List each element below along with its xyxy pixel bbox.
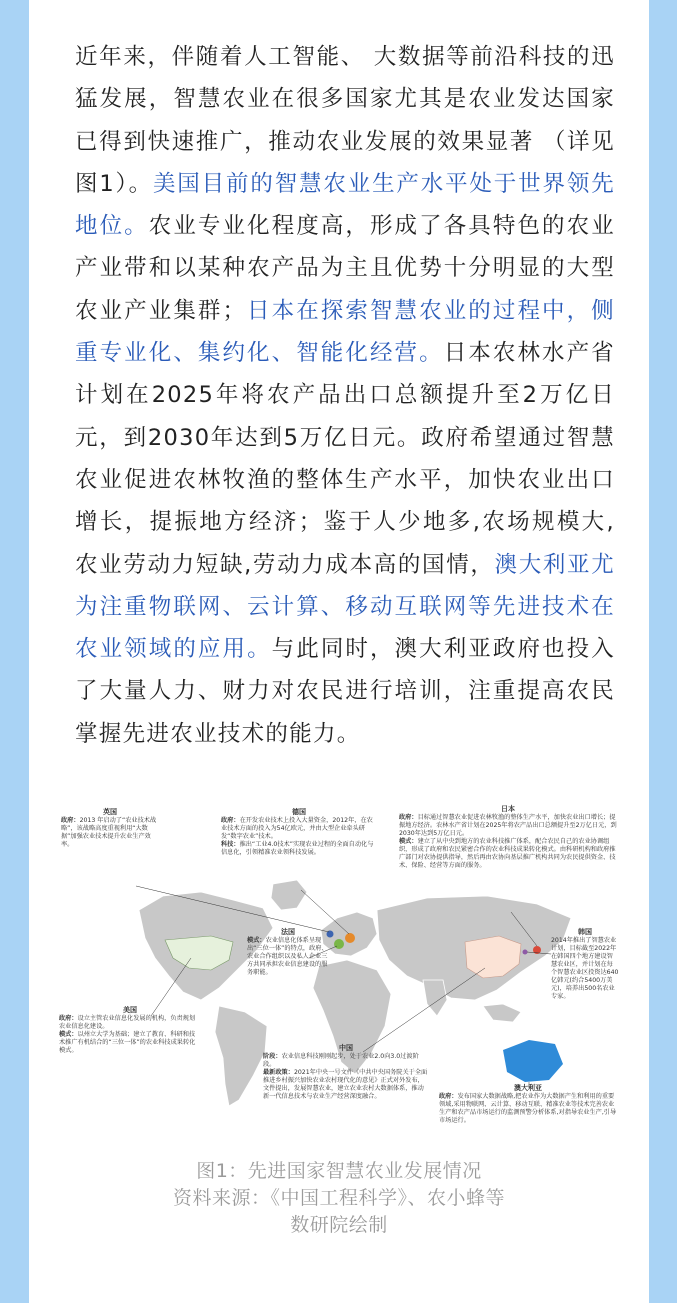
note-uk-title: 英国 bbox=[103, 808, 117, 816]
south-america-shape bbox=[215, 1006, 267, 1106]
note-jp-label-1: 政府： bbox=[399, 814, 418, 821]
note-japan bbox=[399, 805, 617, 870]
highlight-australia: 澳大利亚尤为注重物联网、云计算、移动互联网等先进技术在农业领域的应用。 bbox=[75, 551, 615, 663]
article-body bbox=[75, 36, 615, 755]
note-au-text-1: 发布国家大数据战略,把农业作为大数据产生和利用的重要领域,采用物联网、云计算、移动互联、精准农业等技术完善农业生产和农产品市场运行的监测预警分析体系,对指导农业生产,引导市场运行。 bbox=[439, 1093, 617, 1124]
note-uk-label-1: 政府： bbox=[61, 817, 80, 824]
figure-caption bbox=[29, 1158, 649, 1239]
note-cn-label-1: 阶段： bbox=[263, 1053, 282, 1060]
france-region bbox=[334, 939, 344, 949]
germany-region bbox=[345, 933, 355, 943]
southeast-asia-shape bbox=[483, 1004, 521, 1022]
note-korea bbox=[551, 928, 619, 1001]
note-jp-text-1: 目标通过智慧农业促进农林牧渔的整体生产水平，加快农业出口增长；提振地方经济。农林水产省计划在2025年将农产品出口总额提升至2万亿日元，到2030年达到5万亿日元。 bbox=[399, 814, 617, 837]
note-au-title: 澳大利亚 bbox=[514, 1084, 542, 1092]
note-de-title: 德国 bbox=[292, 808, 306, 816]
note-us-text-1: 设立主管农业信息化发展的机构，负责规划农业信息化建设。 bbox=[59, 1015, 196, 1030]
note-fr-text-1: 农业信息化体系呈现出“三位一体”的特点，政府、农业合作组织以及私人企业三方共同承担农业信息建设的服务职能。 bbox=[247, 937, 328, 976]
note-cn-title: 中国 bbox=[339, 1044, 353, 1052]
note-kr-title: 韩国 bbox=[578, 928, 592, 936]
india-shape bbox=[423, 980, 447, 1016]
article-text-3: 日本农林水产省计划在2025年将农产品出口总额提升至2万亿日元，到2030年达到5万亿日元。政府希望通过智慧农业促进农林牧渔的整体生产水平，加快农业出口增长，提振地方经济；鉴于人少地多,农场规模大,农业劳动力短缺,劳动力成本高的国情， bbox=[75, 340, 615, 578]
note-de-label-2: 科技： bbox=[221, 841, 240, 848]
caption-line-1: 图1：先进国家智慧农业发展情况 bbox=[196, 1160, 482, 1182]
note-jp-label-2: 模式： bbox=[399, 838, 418, 845]
article-text-2: 农业专业化程度高，形成了各具特色的农业产业带和以某种农产品为主且优势十分明显的大型农业产业集群； bbox=[75, 213, 615, 324]
note-au-label-1: 政府： bbox=[439, 1093, 458, 1100]
note-de-label-1: 政府： bbox=[221, 817, 240, 824]
caption-line-2: 资料来源：《中国工程科学》、农小蜂等 bbox=[172, 1187, 505, 1209]
australia-region bbox=[503, 1040, 563, 1082]
note-france bbox=[247, 928, 329, 977]
note-us-label-1: 政府： bbox=[59, 1015, 78, 1022]
page bbox=[29, 0, 649, 1303]
greenland-shape bbox=[271, 880, 307, 910]
note-fr-title: 法国 bbox=[281, 928, 295, 936]
note-jp-text-2: 建立了从中央到地方的农业科技推广体系，配合农民自己的农业协调组织，形成了政府和农民紧密合作的农业科技成果转化模式。由科研机构和政府推广部门对农协提供指导，然后再由农协向基层推广机构共同为农民提供资金、技术、保险、经营等方面的服务。 bbox=[399, 838, 616, 869]
note-jp-title: 日本 bbox=[501, 805, 515, 813]
note-us-text-2: 以州立大学为基础；建立了教育、科研和技术推广有机结合的“三位一体”的农业科技成果转化模式。 bbox=[59, 1031, 196, 1054]
note-uk-text-1: 2013 年启动了“农业技术战略”，该战略高度重视利用“大数据”加强农业技术提升农业生产效率。 bbox=[61, 817, 157, 848]
note-us-label-2: 模式： bbox=[59, 1031, 78, 1038]
note-germany bbox=[221, 808, 377, 857]
caption-line-3: 数研院绘制 bbox=[290, 1214, 388, 1236]
note-cn-text-1: 农业信息科技刚刚起步，处于农业2.0向3.0过渡阶段。 bbox=[263, 1053, 419, 1068]
note-cn-label-2: 最新政策： bbox=[263, 1069, 294, 1076]
note-china bbox=[263, 1044, 429, 1101]
world-map-figure bbox=[51, 800, 621, 1146]
note-fr-label-1: 模式： bbox=[247, 937, 266, 944]
article-text-4: 与此同时，澳大利亚政府也投入了大量人力、财力对农民进行培训，注重提高农民掌握先进农业技术的能力。 bbox=[75, 636, 616, 747]
note-uk bbox=[61, 808, 159, 849]
korea-region bbox=[523, 950, 528, 955]
note-cn-text-2: 2021年中央一号文件《中共中央国务院关于全面推进乡村振兴加快农业农村现代化的意见》正式对外发布，文件提出，发展智慧农业，建立农业农村大数据体系，推动新一代信息技术与农业生产经营深度融合。 bbox=[263, 1069, 428, 1100]
note-australia bbox=[439, 1084, 617, 1125]
note-de-text-2: 推出“工业4.0技术”实现农业过程的全面自动化与信息化，引领精准农业领科技发展。 bbox=[221, 841, 374, 856]
highlight-japan: 日本在探索智慧农业的过程中，侧重专业化、集约化、智能化经营。 bbox=[75, 297, 615, 367]
note-kr-text-1: 2014年推出了智慧农业计划，目标截至2022年在韩国四个地方建设智慧农业区，并计划在每个智慧农业区投资达640亿韩元(约合5400万美元)，培养出500名农业专家。 bbox=[551, 937, 619, 1000]
note-de-text-1: 在开发农业技术上投入大量资金，2012年，在农业技术方面的投入为54亿欧元，并由大型企业牵头研发“数字农业”技术。 bbox=[221, 817, 373, 840]
note-usa bbox=[59, 1006, 201, 1055]
note-us-title: 美国 bbox=[123, 1006, 137, 1014]
highlight-usa: 美国目前的智慧农业生产水平处于世界领先地位。 bbox=[75, 170, 615, 240]
article-text-1: 近年来，伴随着人工智能、 大数据等前沿科技的迅猛发展，智慧农业在很多国家尤其是农业发达国家已得到快速推广，推动农业发展的效果显著 （详见图1）。 bbox=[75, 44, 615, 197]
